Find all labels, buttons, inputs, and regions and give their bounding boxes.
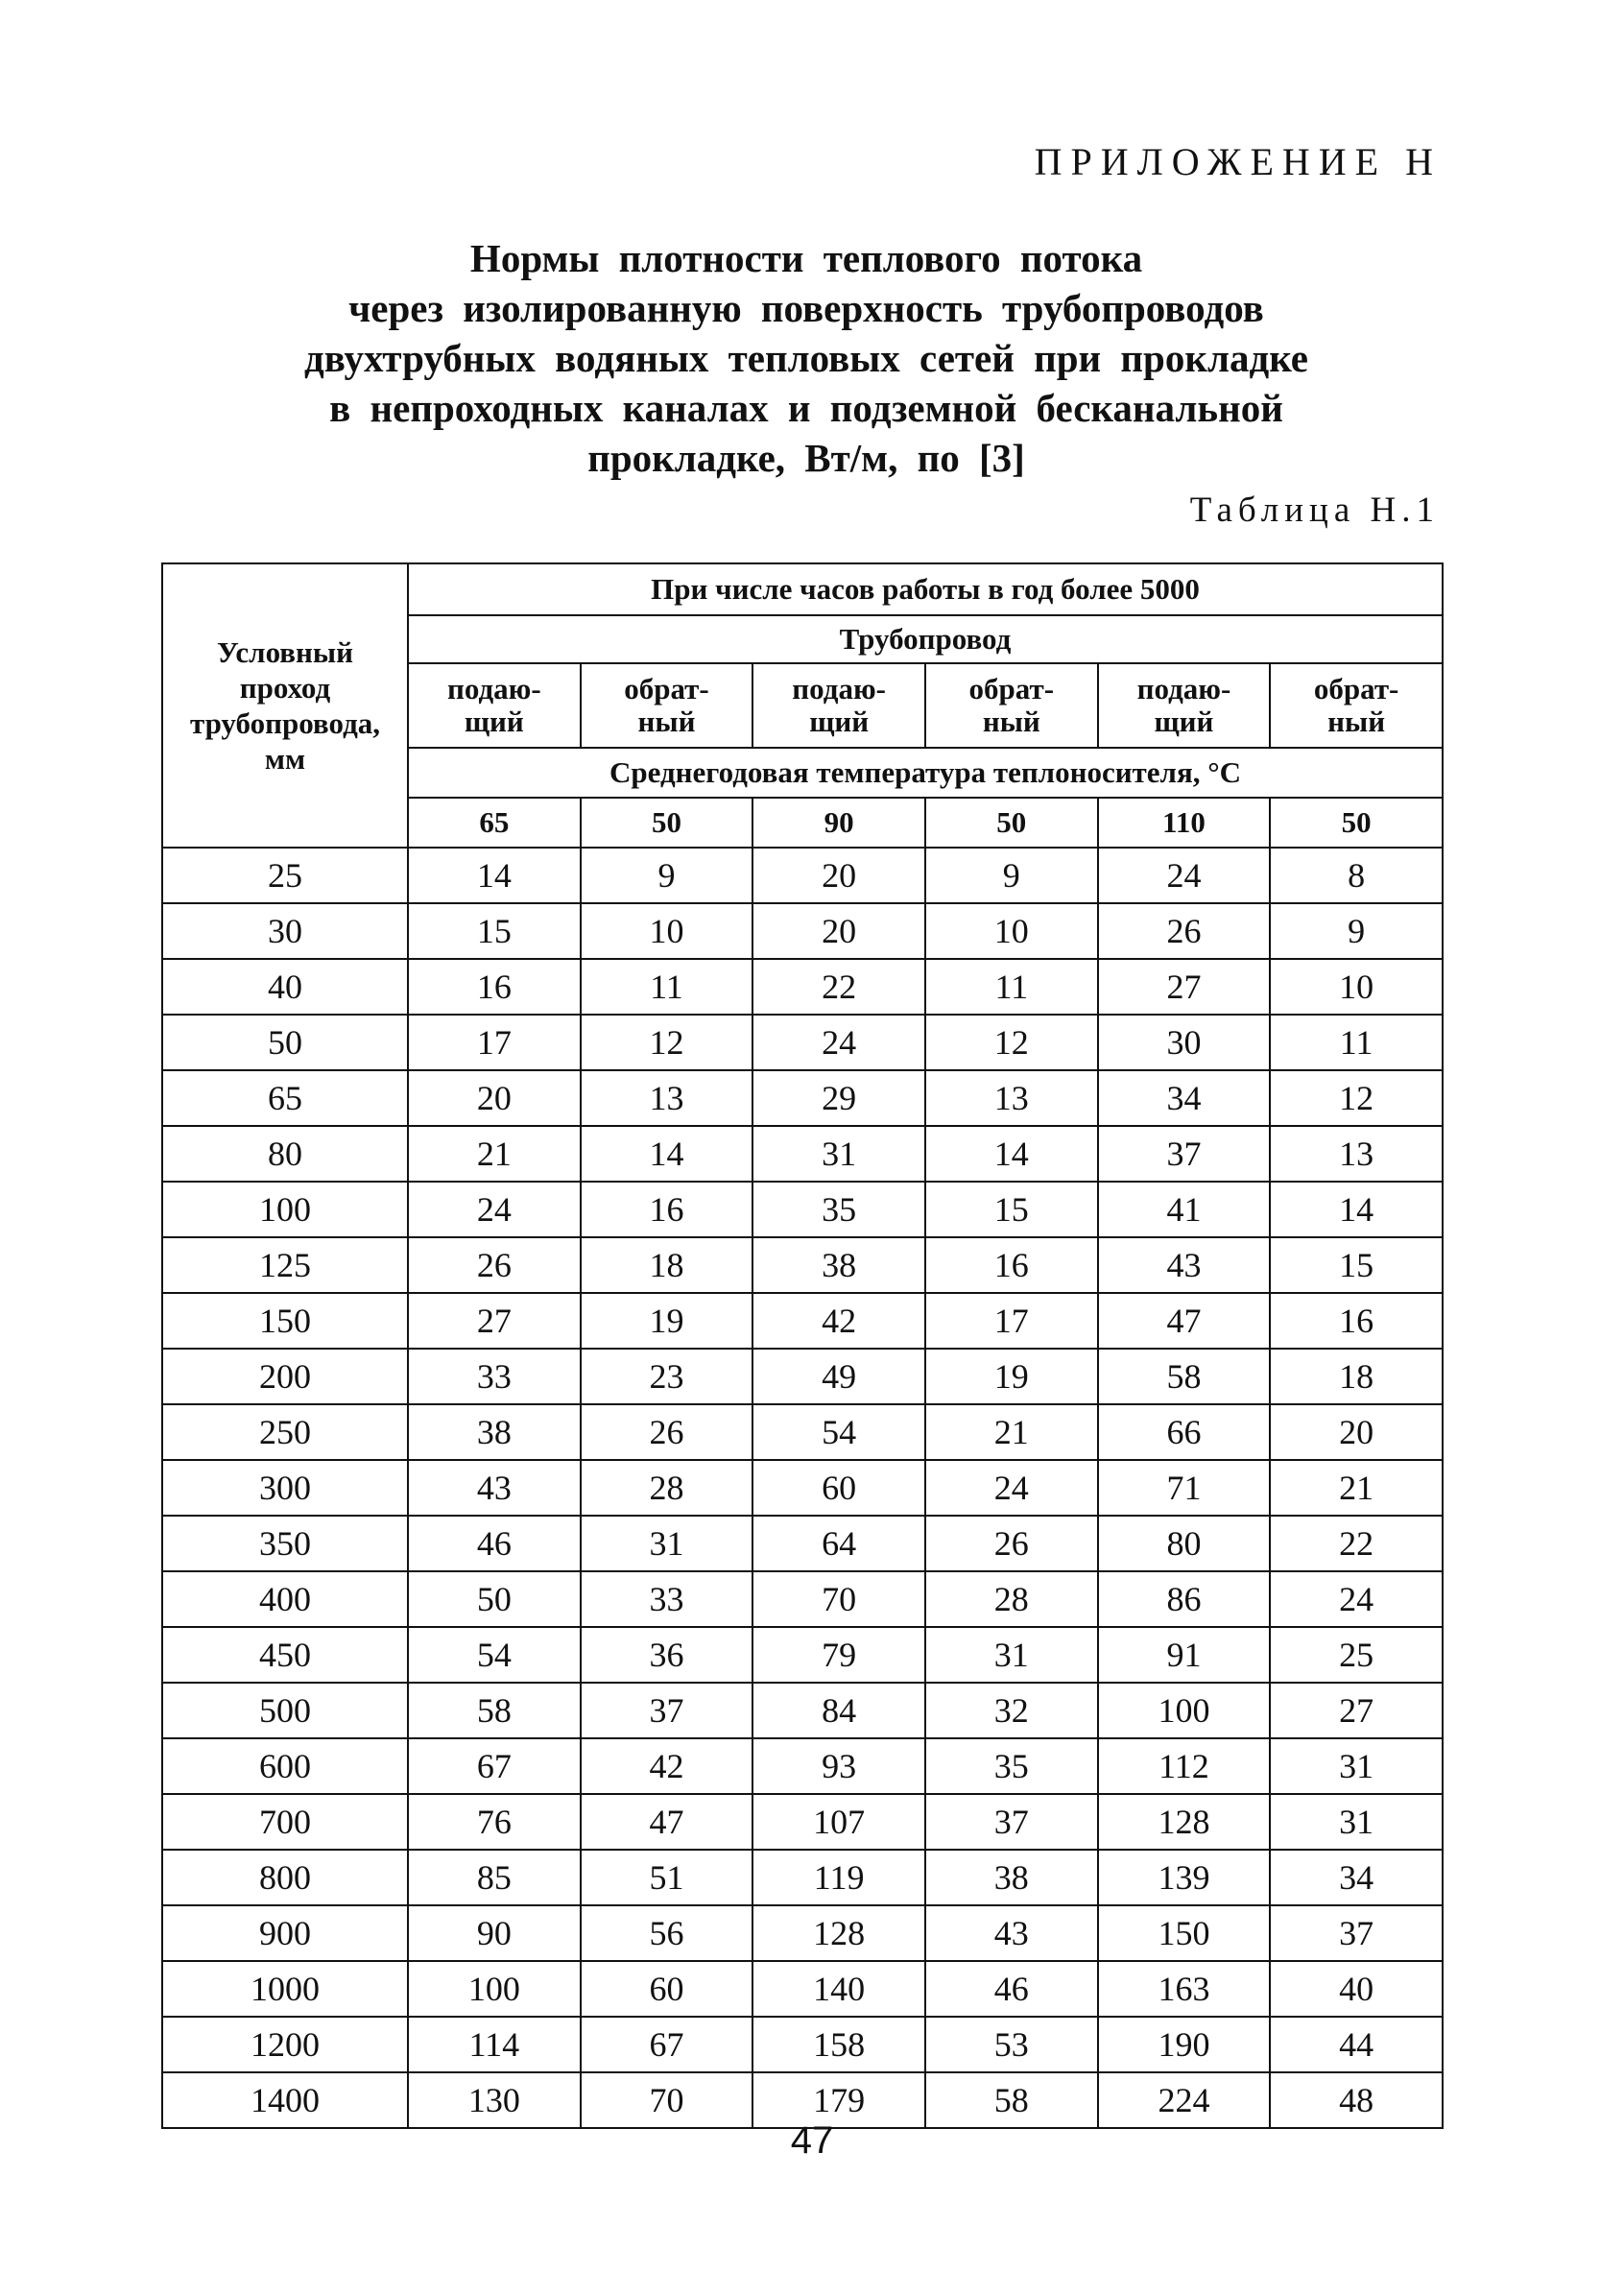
diameter-cell: 250 xyxy=(162,1404,408,1460)
heat-flux-cell: 24 xyxy=(408,1182,581,1237)
title-line: в непроходных каналах и подземной бесканальной xyxy=(329,386,1283,430)
heat-flux-cell: 38 xyxy=(408,1404,581,1460)
heat-flux-cell: 71 xyxy=(1098,1460,1271,1516)
heat-flux-cell: 41 xyxy=(1098,1182,1271,1237)
heat-flux-cell: 43 xyxy=(1098,1237,1271,1293)
heat-flux-cell: 47 xyxy=(1098,1293,1271,1349)
table-label: Таблица Н.1 xyxy=(1189,490,1440,530)
heat-flux-cell: 22 xyxy=(752,959,925,1015)
nominal-diameter-header xyxy=(162,563,408,848)
heat-flux-cell: 140 xyxy=(752,1961,925,2017)
heat-flux-cell: 24 xyxy=(1270,1571,1443,1627)
heat-flux-cell: 13 xyxy=(581,1070,753,1126)
table-row xyxy=(162,2017,1443,2072)
heat-flux-cell: 130 xyxy=(408,2072,581,2128)
diameter-cell: 150 xyxy=(162,1293,408,1349)
heat-flux-cell: 84 xyxy=(752,1683,925,1738)
pipe-direction-header xyxy=(581,663,753,748)
heat-flux-cell: 179 xyxy=(752,2072,925,2128)
table-row xyxy=(162,1015,1443,1070)
heat-flux-cell: 58 xyxy=(1098,1349,1271,1404)
heat-flux-cell: 32 xyxy=(925,1683,1098,1738)
table-row xyxy=(162,1627,1443,1683)
heat-flux-cell: 49 xyxy=(752,1349,925,1404)
table-row xyxy=(162,1850,1443,1905)
heat-flux-cell: 35 xyxy=(925,1738,1098,1794)
heat-flux-cell: 14 xyxy=(1270,1182,1443,1237)
heat-flux-cell: 21 xyxy=(1270,1460,1443,1516)
heat-flux-cell: 112 xyxy=(1098,1738,1271,1794)
pipe-direction-line: обрат- xyxy=(624,672,709,706)
heat-flux-cell: 13 xyxy=(925,1070,1098,1126)
heat-flux-cell: 43 xyxy=(408,1460,581,1516)
heat-flux-cell: 27 xyxy=(408,1293,581,1349)
heat-flux-cell: 70 xyxy=(581,2072,753,2128)
diameter-cell: 1400 xyxy=(162,2072,408,2128)
diameter-cell: 1000 xyxy=(162,1961,408,2017)
heat-flux-cell: 27 xyxy=(1270,1683,1443,1738)
temperature-cell: 110 xyxy=(1098,798,1271,848)
heat-flux-cell: 31 xyxy=(752,1126,925,1182)
heat-flux-cell: 24 xyxy=(1098,848,1271,903)
heat-flux-cell: 18 xyxy=(581,1237,753,1293)
heat-flux-cell: 19 xyxy=(925,1349,1098,1404)
diameter-cell: 30 xyxy=(162,903,408,959)
temperature-cell: 90 xyxy=(752,798,925,848)
heat-flux-cell: 85 xyxy=(408,1850,581,1905)
heat-flux-cell: 107 xyxy=(752,1794,925,1850)
heat-flux-cell: 90 xyxy=(408,1905,581,1961)
pipe-direction-line: щий xyxy=(809,705,870,738)
heat-flux-cell: 38 xyxy=(752,1237,925,1293)
heat-flux-cell: 19 xyxy=(581,1293,753,1349)
heat-flux-cell: 11 xyxy=(581,959,753,1015)
table-row xyxy=(162,959,1443,1015)
heat-flux-cell: 23 xyxy=(581,1349,753,1404)
heat-flux-cell: 70 xyxy=(752,1571,925,1627)
heat-flux-cell: 40 xyxy=(1270,1961,1443,2017)
heat-flux-cell: 80 xyxy=(1098,1516,1271,1571)
heat-flux-cell: 34 xyxy=(1270,1850,1443,1905)
heat-flux-cell: 35 xyxy=(752,1182,925,1237)
heat-flux-cell: 150 xyxy=(1098,1905,1271,1961)
heat-flux-cell: 38 xyxy=(925,1850,1098,1905)
diameter-cell: 450 xyxy=(162,1627,408,1683)
heat-flux-cell: 13 xyxy=(1270,1126,1443,1182)
heat-flux-cell: 9 xyxy=(1270,903,1443,959)
heat-flux-cell: 21 xyxy=(925,1404,1098,1460)
pipeline-header: Трубопровод xyxy=(408,615,1443,663)
heat-flux-cell: 14 xyxy=(408,848,581,903)
temperature-cell: 50 xyxy=(925,798,1098,848)
heat-flux-cell: 9 xyxy=(925,848,1098,903)
diameter-cell: 100 xyxy=(162,1182,408,1237)
diameter-cell: 300 xyxy=(162,1460,408,1516)
heat-flux-cell: 29 xyxy=(752,1070,925,1126)
pipe-direction-line: подаю- xyxy=(792,672,886,706)
heat-flux-cell: 15 xyxy=(1270,1237,1443,1293)
heat-flux-cell: 24 xyxy=(925,1460,1098,1516)
table-row xyxy=(162,1404,1443,1460)
pipe-direction-line: обрат- xyxy=(1313,672,1399,706)
table-row xyxy=(162,1349,1443,1404)
title-line: двухтрубных водяных тепловых сетей при прокладке xyxy=(303,336,1309,380)
heat-flux-cell: 128 xyxy=(1098,1794,1271,1850)
title-line: прокладке, Вт/м, по [3] xyxy=(587,436,1025,480)
diameter-cell: 200 xyxy=(162,1349,408,1404)
table-row xyxy=(162,1182,1443,1237)
heat-flux-cell: 14 xyxy=(581,1126,753,1182)
heat-flux-table xyxy=(161,562,1444,2129)
heat-flux-cell: 28 xyxy=(581,1460,753,1516)
heat-flux-cell: 31 xyxy=(1270,1794,1443,1850)
table-row xyxy=(162,1293,1443,1349)
pipe-direction-line: ный xyxy=(637,705,696,738)
heat-flux-cell: 11 xyxy=(1270,1015,1443,1070)
heat-flux-cell: 46 xyxy=(925,1961,1098,2017)
heat-flux-cell: 37 xyxy=(581,1683,753,1738)
temperature-cell: 50 xyxy=(1270,798,1443,848)
heat-flux-cell: 9 xyxy=(581,848,753,903)
page-number: 47 xyxy=(790,2119,834,2162)
average-temperature-header: Среднегодовая температура теплоносителя, °С xyxy=(408,748,1443,798)
diameter-cell: 800 xyxy=(162,1850,408,1905)
table-row xyxy=(162,1571,1443,1627)
heat-flux-cell: 22 xyxy=(1270,1516,1443,1571)
document-title xyxy=(134,233,1478,483)
heat-flux-cell: 20 xyxy=(752,903,925,959)
diameter-cell: 25 xyxy=(162,848,408,903)
heat-flux-cell: 37 xyxy=(925,1794,1098,1850)
heat-flux-cell: 58 xyxy=(925,2072,1098,2128)
heat-flux-cell: 224 xyxy=(1098,2072,1271,2128)
heat-flux-cell: 26 xyxy=(408,1237,581,1293)
heat-flux-cell: 33 xyxy=(581,1571,753,1627)
heat-flux-cell: 37 xyxy=(1270,1905,1443,1961)
heat-flux-cell: 10 xyxy=(1270,959,1443,1015)
title-line: Нормы плотности теплового потока xyxy=(469,236,1143,280)
heat-flux-cell: 8 xyxy=(1270,848,1443,903)
corner-line: Условный xyxy=(217,635,353,669)
heat-flux-cell: 20 xyxy=(1270,1404,1443,1460)
table-row xyxy=(162,1738,1443,1794)
diameter-cell: 50 xyxy=(162,1015,408,1070)
heat-flux-cell: 25 xyxy=(1270,1627,1443,1683)
heat-flux-cell: 12 xyxy=(925,1015,1098,1070)
heat-flux-cell: 33 xyxy=(408,1349,581,1404)
heat-flux-cell: 26 xyxy=(925,1516,1098,1571)
heat-flux-cell: 42 xyxy=(752,1293,925,1349)
heat-flux-cell: 11 xyxy=(925,959,1098,1015)
heat-flux-cell: 30 xyxy=(1098,1015,1271,1070)
table-row xyxy=(162,1237,1443,1293)
heat-flux-cell: 158 xyxy=(752,2017,925,2072)
heat-flux-cell: 17 xyxy=(408,1015,581,1070)
heat-flux-cell: 16 xyxy=(1270,1293,1443,1349)
heat-flux-cell: 91 xyxy=(1098,1627,1271,1683)
heat-flux-cell: 28 xyxy=(925,1571,1098,1627)
pipe-direction-line: обрат- xyxy=(968,672,1055,706)
table-row xyxy=(162,1683,1443,1738)
heat-flux-cell: 16 xyxy=(581,1182,753,1237)
diameter-cell: 500 xyxy=(162,1683,408,1738)
heat-flux-cell: 10 xyxy=(581,903,753,959)
heat-flux-cell: 47 xyxy=(581,1794,753,1850)
pipe-direction-line: ный xyxy=(982,705,1040,738)
heat-flux-cell: 27 xyxy=(1098,959,1271,1015)
pipe-direction-line: подаю- xyxy=(446,672,541,706)
heat-flux-cell: 54 xyxy=(408,1627,581,1683)
heat-flux-cell: 26 xyxy=(1098,903,1271,959)
table-row xyxy=(162,1126,1443,1182)
heat-flux-cell: 37 xyxy=(1098,1126,1271,1182)
heat-flux-cell: 18 xyxy=(1270,1349,1443,1404)
table-row xyxy=(162,1460,1443,1516)
diameter-cell: 400 xyxy=(162,1571,408,1627)
diameter-cell: 65 xyxy=(162,1070,408,1126)
table-row xyxy=(162,1794,1443,1850)
heat-flux-cell: 54 xyxy=(752,1404,925,1460)
heat-flux-cell: 24 xyxy=(752,1015,925,1070)
diameter-cell: 40 xyxy=(162,959,408,1015)
diameter-cell: 900 xyxy=(162,1905,408,1961)
pipe-direction-line: щий xyxy=(1154,705,1214,738)
temperature-cell: 50 xyxy=(581,798,753,848)
table-row xyxy=(162,1516,1443,1571)
heat-flux-cell: 16 xyxy=(408,959,581,1015)
table-row xyxy=(162,903,1443,959)
heat-flux-cell: 12 xyxy=(581,1015,753,1070)
diameter-cell: 80 xyxy=(162,1126,408,1182)
pipe-direction-header xyxy=(408,663,581,748)
heat-flux-cell: 66 xyxy=(1098,1404,1271,1460)
heat-flux-cell: 12 xyxy=(1270,1070,1443,1126)
heat-flux-cell: 20 xyxy=(408,1070,581,1126)
heat-flux-cell: 31 xyxy=(1270,1738,1443,1794)
heat-flux-cell: 46 xyxy=(408,1516,581,1571)
heat-flux-cell: 26 xyxy=(581,1404,753,1460)
pipe-direction-header xyxy=(925,663,1098,748)
heat-flux-cell: 58 xyxy=(408,1683,581,1738)
heat-flux-cell: 56 xyxy=(581,1905,753,1961)
heat-flux-cell: 67 xyxy=(408,1738,581,1794)
heat-flux-cell: 10 xyxy=(925,903,1098,959)
heat-flux-cell: 60 xyxy=(752,1460,925,1516)
heat-flux-cell: 119 xyxy=(752,1850,925,1905)
heat-flux-cell: 100 xyxy=(408,1961,581,2017)
heat-flux-cell: 21 xyxy=(408,1126,581,1182)
heat-flux-cell: 114 xyxy=(408,2017,581,2072)
heat-flux-cell: 53 xyxy=(925,2017,1098,2072)
heat-flux-cell: 42 xyxy=(581,1738,753,1794)
corner-line: мм xyxy=(264,742,306,776)
table-row xyxy=(162,1070,1443,1126)
heat-flux-cell: 43 xyxy=(925,1905,1098,1961)
heat-flux-cell: 93 xyxy=(752,1738,925,1794)
heat-flux-cell: 64 xyxy=(752,1516,925,1571)
heat-flux-cell: 79 xyxy=(752,1627,925,1683)
heat-flux-cell: 190 xyxy=(1098,2017,1271,2072)
pipe-direction-line: ный xyxy=(1327,705,1386,738)
heat-flux-cell: 16 xyxy=(925,1237,1098,1293)
temperature-cell: 65 xyxy=(408,798,581,848)
heat-flux-cell: 67 xyxy=(581,2017,753,2072)
heat-flux-cell: 14 xyxy=(925,1126,1098,1182)
heat-flux-cell: 76 xyxy=(408,1794,581,1850)
heat-flux-cell: 34 xyxy=(1098,1070,1271,1126)
heat-flux-cell: 86 xyxy=(1098,1571,1271,1627)
diameter-cell: 350 xyxy=(162,1516,408,1571)
corner-line: трубопровода, xyxy=(189,706,381,740)
pipe-direction-header xyxy=(752,663,925,748)
heat-flux-cell: 100 xyxy=(1098,1683,1271,1738)
table-row xyxy=(162,1905,1443,1961)
title-line: через изолированную поверхность трубопроводов xyxy=(348,286,1264,330)
heat-flux-cell: 15 xyxy=(925,1182,1098,1237)
table-row xyxy=(162,848,1443,903)
diameter-cell: 600 xyxy=(162,1738,408,1794)
heat-flux-cell: 48 xyxy=(1270,2072,1443,2128)
pipe-direction-header xyxy=(1098,663,1271,748)
operating-hours-header: При числе часов работы в год более 5000 xyxy=(408,563,1443,615)
pipe-direction-line: щий xyxy=(464,705,524,738)
heat-flux-cell: 17 xyxy=(925,1293,1098,1349)
heat-flux-cell: 60 xyxy=(581,1961,753,2017)
diameter-cell: 1200 xyxy=(162,2017,408,2072)
heat-flux-cell: 128 xyxy=(752,1905,925,1961)
pipe-direction-header xyxy=(1270,663,1443,748)
heat-flux-cell: 163 xyxy=(1098,1961,1271,2017)
heat-flux-cell: 15 xyxy=(408,903,581,959)
table-row xyxy=(162,1961,1443,2017)
heat-flux-cell: 31 xyxy=(925,1627,1098,1683)
appendix-heading: ПРИЛОЖЕНИЕ Н xyxy=(1034,140,1442,183)
heat-flux-cell: 36 xyxy=(581,1627,753,1683)
heat-flux-cell: 51 xyxy=(581,1850,753,1905)
heat-flux-cell: 20 xyxy=(752,848,925,903)
heat-flux-cell: 31 xyxy=(581,1516,753,1571)
diameter-cell: 700 xyxy=(162,1794,408,1850)
diameter-cell: 125 xyxy=(162,1237,408,1293)
heat-flux-cell: 50 xyxy=(408,1571,581,1627)
heat-flux-cell: 44 xyxy=(1270,2017,1443,2072)
pipe-direction-line: подаю- xyxy=(1136,672,1231,706)
corner-line: проход xyxy=(239,671,331,705)
heat-flux-cell: 139 xyxy=(1098,1850,1271,1905)
